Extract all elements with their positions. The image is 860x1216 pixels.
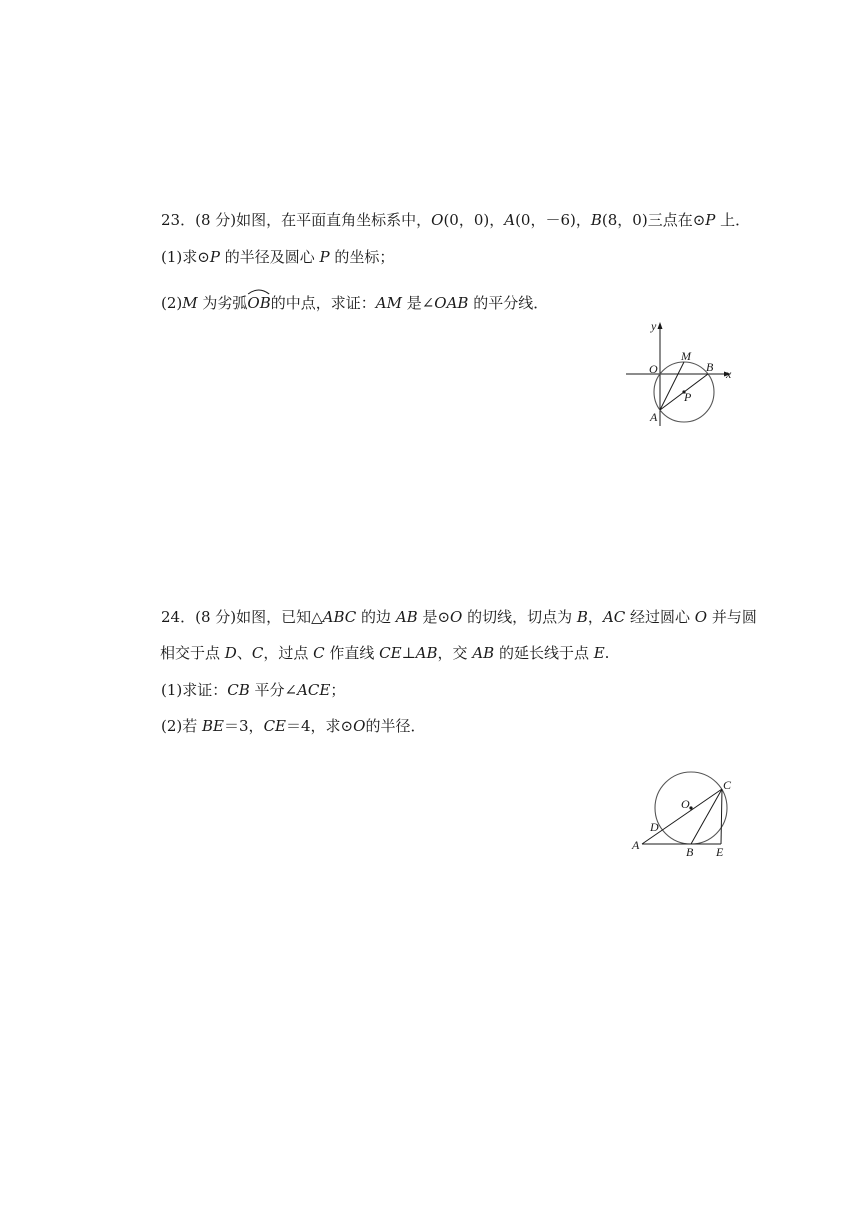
text: 的平分线． <box>468 294 549 312</box>
label-o: O <box>649 362 658 376</box>
text: 的延长线于点 <box>494 644 594 662</box>
text: (0，0)， <box>443 211 505 229</box>
text: 为劣弧 <box>197 294 248 312</box>
label-c: C <box>723 778 732 792</box>
text: (2)若 <box>161 717 203 735</box>
point-p: P <box>209 248 220 266</box>
text: ； <box>330 681 346 699</box>
segment-ab: AB <box>472 644 495 662</box>
segment-cb: CB <box>227 681 250 699</box>
label-d: D <box>650 820 659 834</box>
text: 如图，已知△ <box>236 608 323 626</box>
text: (0，－6)， <box>515 211 591 229</box>
line-ce: CE <box>379 644 402 662</box>
text: 的半径． <box>365 717 426 735</box>
label-b: B <box>706 360 714 374</box>
point-o: O <box>431 211 444 229</box>
angle-oab: OAB <box>434 294 469 312</box>
angle-ace: ACE <box>297 681 331 699</box>
line-ce <box>721 789 722 844</box>
text: ⊥ <box>401 644 416 662</box>
segment-ab: AB <box>415 644 438 662</box>
segment-ac: AC <box>602 608 626 626</box>
text: (2) <box>161 294 183 312</box>
text: ， <box>587 608 603 626</box>
text: 是∠ <box>401 294 435 312</box>
q24-figure <box>625 765 745 865</box>
triangle-abc: ABC <box>322 608 357 626</box>
segment-be: BE <box>202 717 225 735</box>
text: 的中点，求证： <box>270 294 376 312</box>
q24-line-4 <box>161 716 425 736</box>
q23-number: 23．(8 分) <box>161 211 237 229</box>
text: ，交 <box>437 644 473 662</box>
text: ＝4，求⊙ <box>286 717 354 735</box>
y-axis-arrow <box>658 322 663 329</box>
point-e: E <box>593 644 605 662</box>
point-m: M <box>182 294 198 312</box>
line-bc <box>691 789 722 844</box>
q24-line-2 <box>160 643 609 663</box>
text: 作直线 <box>324 644 380 662</box>
q23-line-3 <box>161 293 548 313</box>
text: 是⊙ <box>417 608 451 626</box>
text: ＝3， <box>224 717 264 735</box>
q23-line-1 <box>161 210 750 230</box>
q23-line-2 <box>161 247 394 267</box>
text: 并与圆 <box>707 608 757 626</box>
text: 平分∠ <box>249 681 298 699</box>
text: 的坐标； <box>329 248 395 266</box>
label-x: x <box>726 367 732 381</box>
segment-ab: AB <box>395 608 418 626</box>
segment-am: AM <box>375 294 402 312</box>
label-b: B <box>686 845 694 859</box>
point-o: O <box>353 717 366 735</box>
label-a: A <box>650 410 658 424</box>
point-o: O <box>694 608 708 626</box>
text: 如图，在平面直角坐标系中， <box>236 211 432 229</box>
text: (1)求证： <box>161 681 228 699</box>
point-p: P <box>705 211 716 229</box>
point-a: A <box>504 211 516 229</box>
text: ，过点 <box>263 644 314 662</box>
arc-mark <box>247 287 270 295</box>
point-b: B <box>590 211 602 229</box>
text: 的半径及圆心 <box>219 248 320 266</box>
point-o: O <box>450 608 463 626</box>
text: 的边 <box>356 608 396 626</box>
text: 、 <box>236 644 252 662</box>
segment-ce: CE <box>263 717 286 735</box>
q23-figure <box>620 318 740 428</box>
segment-am <box>660 362 684 410</box>
point-b: B <box>576 608 588 626</box>
text: (1)求⊙ <box>161 248 210 266</box>
label-m: M <box>681 349 691 363</box>
q24-number: 24．(8 分) <box>161 608 237 626</box>
center-o-dot <box>689 806 692 809</box>
q24-line-1 <box>161 607 757 627</box>
point-d: D <box>224 644 237 662</box>
arc-label: OB <box>247 294 271 312</box>
arc-ob <box>247 293 270 313</box>
text: 的切线，切点为 <box>462 608 577 626</box>
text: 经过圆心 <box>625 608 695 626</box>
point-c: C <box>251 644 264 662</box>
text: . <box>604 644 610 662</box>
point-p: P <box>319 248 330 266</box>
label-e: E <box>716 845 724 859</box>
label-p: P <box>684 390 692 404</box>
text: 相交于点 <box>160 644 225 662</box>
label-o: O <box>681 797 690 811</box>
point-c: C <box>313 644 325 662</box>
text: (8，0)三点在⊙ <box>601 211 706 229</box>
text: 上． <box>715 211 751 229</box>
label-a: A <box>632 838 640 852</box>
label-y: y <box>651 319 657 333</box>
q24-line-3 <box>161 680 345 700</box>
